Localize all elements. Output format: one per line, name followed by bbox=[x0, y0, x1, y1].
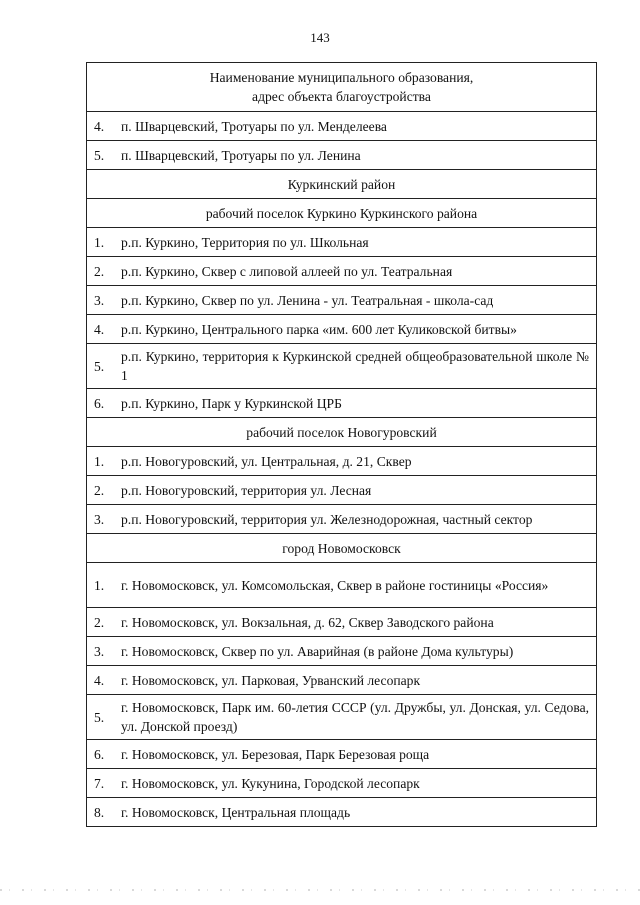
table-row bbox=[87, 476, 597, 505]
row-text: г. Новомосковск, ул. Кукунина, Городской лесопарк bbox=[121, 775, 420, 791]
row-text: г. Новомосковск, Парк им. 60-летия СССР (ул. Дружбы, ул. Донская, ул. Седова, ул. Донской проезд) bbox=[121, 700, 589, 734]
table-cell bbox=[87, 344, 597, 389]
table-cell bbox=[87, 505, 597, 534]
table-cell bbox=[87, 141, 597, 170]
table-row bbox=[87, 769, 597, 798]
row-content bbox=[87, 695, 596, 739]
table-row bbox=[87, 141, 597, 170]
table-row bbox=[87, 740, 597, 769]
row-content bbox=[87, 608, 596, 636]
row-number: 1. bbox=[94, 453, 105, 469]
section-row bbox=[87, 418, 597, 447]
row-content bbox=[87, 476, 596, 504]
section-title: город Новомосковск bbox=[282, 540, 401, 556]
row-text: р.п. Новогуровский, ул. Центральная, д. 21, Сквер bbox=[121, 453, 412, 469]
row-text: п. Шварцевский, Тротуары по ул. Менделеева bbox=[121, 118, 387, 134]
table-cell bbox=[87, 257, 597, 286]
row-number: 6. bbox=[94, 746, 105, 762]
scan-artifact-line bbox=[0, 889, 640, 891]
row-number: 8. bbox=[94, 804, 105, 820]
table-cell bbox=[87, 389, 597, 418]
table-row bbox=[87, 315, 597, 344]
row-content bbox=[87, 141, 596, 169]
header-line-2: адрес объекта благоустройства bbox=[252, 89, 431, 104]
row-number: 6. bbox=[94, 395, 105, 411]
section-title: Куркинский район bbox=[287, 176, 396, 192]
row-number: 5. bbox=[94, 709, 105, 725]
table-row bbox=[87, 505, 597, 534]
row-content bbox=[87, 637, 596, 665]
table-cell bbox=[87, 447, 597, 476]
row-text: г. Новомосковск, ул. Комсомольская, Сквер в районе гостиницы «Россия» bbox=[121, 577, 549, 593]
row-number: 4. bbox=[94, 321, 105, 337]
table-cell bbox=[87, 286, 597, 315]
table-row bbox=[87, 286, 597, 315]
table-row bbox=[87, 344, 597, 389]
table-row bbox=[87, 637, 597, 666]
row-number: 7. bbox=[94, 775, 105, 791]
row-number: 2. bbox=[94, 263, 105, 279]
row-content bbox=[87, 286, 596, 314]
section-title: рабочий поселок Куркино Куркинского района bbox=[205, 205, 478, 221]
row-content bbox=[87, 112, 596, 140]
row-number: 5. bbox=[94, 358, 105, 374]
row-content bbox=[87, 798, 596, 826]
row-number: 1. bbox=[94, 577, 105, 593]
table-row bbox=[87, 389, 597, 418]
table-cell bbox=[87, 769, 597, 798]
header-line-1: Наименование муниципального образования, bbox=[209, 70, 474, 85]
row-content bbox=[87, 228, 596, 256]
table-row bbox=[87, 112, 597, 141]
row-text: р.п. Куркино, Парк у Куркинской ЦРБ bbox=[121, 395, 342, 411]
table-cell bbox=[87, 228, 597, 257]
table-cell bbox=[87, 476, 597, 505]
table-cell bbox=[87, 740, 597, 769]
table-row bbox=[87, 798, 597, 827]
row-text: р.п. Куркино, Центрального парка «им. 600 лет Куликовской битвы» bbox=[121, 321, 517, 337]
objects-table bbox=[86, 62, 597, 827]
row-content bbox=[87, 315, 596, 343]
table-cell bbox=[87, 798, 597, 827]
table-row bbox=[87, 257, 597, 286]
section-cell bbox=[87, 170, 597, 199]
row-number: 4. bbox=[94, 118, 105, 134]
row-content bbox=[87, 769, 596, 797]
row-text: р.п. Новогуровский, территория ул. Железнодорожная, частный сектор bbox=[121, 511, 533, 527]
section-cell bbox=[87, 418, 597, 447]
row-content bbox=[87, 505, 596, 533]
table-header-row bbox=[87, 63, 597, 112]
row-number: 2. bbox=[94, 614, 105, 630]
row-text: р.п. Куркино, Сквер с липовой аллеей по ул. Театральная bbox=[121, 263, 453, 279]
header-content bbox=[87, 63, 596, 111]
row-content bbox=[87, 447, 596, 475]
row-content bbox=[87, 344, 596, 388]
row-text: р.п. Куркино, Территория по ул. Школьная bbox=[121, 234, 369, 250]
table-row bbox=[87, 228, 597, 257]
row-number: 3. bbox=[94, 511, 105, 527]
section-row bbox=[87, 534, 597, 563]
row-text: г. Новомосковск, ул. Парковая, Урванский лесопарк bbox=[121, 672, 421, 688]
section-row bbox=[87, 199, 597, 228]
row-number: 1. bbox=[94, 234, 105, 250]
page-number: 143 bbox=[310, 30, 330, 45]
section-row bbox=[87, 170, 597, 199]
row-content bbox=[87, 389, 596, 417]
row-number: 3. bbox=[94, 643, 105, 659]
row-content bbox=[87, 666, 596, 694]
section-cell bbox=[87, 534, 597, 563]
row-text: р.п. Куркино, территория к Куркинской средней общеобразовательной школе № 1 bbox=[121, 349, 589, 383]
row-text: р.п. Новогуровский, территория ул. Лесная bbox=[121, 482, 372, 498]
table-cell bbox=[87, 112, 597, 141]
row-text: г. Новомосковск, ул. Березовая, Парк Березовая роща bbox=[121, 746, 430, 762]
row-text: г. Новомосковск, ул. Вокзальная, д. 62, Сквер Заводского района bbox=[121, 614, 494, 630]
table-cell bbox=[87, 563, 597, 608]
table-row bbox=[87, 447, 597, 476]
table-cell bbox=[87, 608, 597, 637]
row-number: 3. bbox=[94, 292, 105, 308]
table-row bbox=[87, 563, 597, 608]
table-row bbox=[87, 608, 597, 637]
table-cell bbox=[87, 637, 597, 666]
row-content bbox=[87, 740, 596, 768]
row-number: 2. bbox=[94, 482, 105, 498]
row-text: г. Новомосковск, Сквер по ул. Аварийная (в районе Дома культуры) bbox=[121, 643, 514, 659]
row-number: 5. bbox=[94, 147, 105, 163]
row-text: р.п. Куркино, Сквер по ул. Ленина - ул. Театральная - школа-сад bbox=[121, 292, 494, 308]
row-text: г. Новомосковск, Центральная площадь bbox=[121, 804, 351, 820]
row-content bbox=[87, 563, 596, 607]
row-number: 4. bbox=[94, 672, 105, 688]
table-cell bbox=[87, 666, 597, 695]
table-cell bbox=[87, 315, 597, 344]
table-cell bbox=[87, 695, 597, 740]
objects-table-body bbox=[87, 63, 597, 827]
table-row bbox=[87, 666, 597, 695]
row-content bbox=[87, 257, 596, 285]
table-row bbox=[87, 695, 597, 740]
section-title: рабочий поселок Новогуровский bbox=[246, 424, 437, 440]
section-cell bbox=[87, 199, 597, 228]
row-text: п. Шварцевский, Тротуары по ул. Ленина bbox=[121, 147, 361, 163]
table-header-cell bbox=[87, 63, 597, 112]
